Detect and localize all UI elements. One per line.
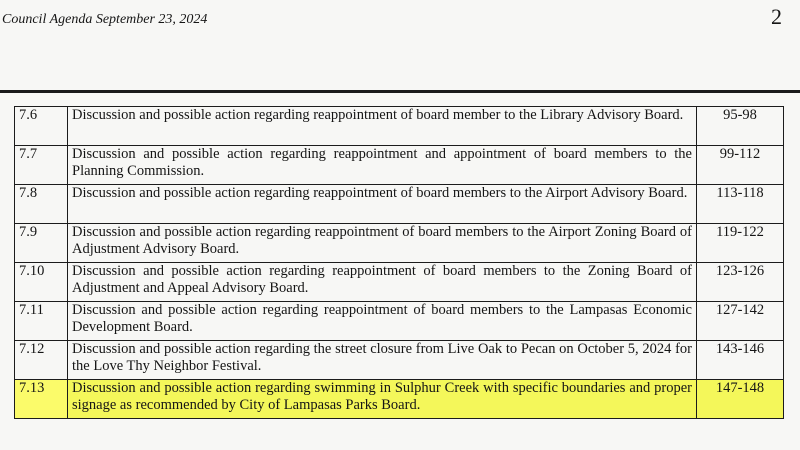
item-description: Discussion and possible action regarding reappointment and appointment of board members to the Planning Commission. <box>68 146 697 185</box>
item-pages: 143-146 <box>697 341 784 380</box>
table-row <box>15 107 784 146</box>
item-number: 7.11 <box>15 302 68 341</box>
item-number: 7.9 <box>15 224 68 263</box>
item-pages: 127-142 <box>697 302 784 341</box>
page-header <box>0 4 800 38</box>
item-number: 7.7 <box>15 146 68 185</box>
item-pages: 99-112 <box>697 146 784 185</box>
highlighted-table-row <box>15 380 784 419</box>
item-pages: 123-126 <box>697 263 784 302</box>
table-row <box>15 341 784 380</box>
item-description: Discussion and possible action regarding reappointment of board member to the Library Advisory Board. <box>68 107 697 146</box>
item-number: 7.8 <box>15 185 68 224</box>
item-number: 7.13 <box>15 380 68 419</box>
item-description: Discussion and possible action regarding swimming in Sulphur Creek with specific boundaries and proper signage as recommended by City of Lampasas Parks Board. <box>68 380 697 419</box>
item-description: Discussion and possible action regarding reappointment of board members to the Airport Advisory Board. <box>68 185 697 224</box>
document-title: Council Agenda September 23, 2024 <box>2 12 208 27</box>
item-description: Discussion and possible action regarding reappointment of board members to the Airport Zoning Board of Adjustment Advisory Board. <box>68 224 697 263</box>
item-pages: 113-118 <box>697 185 784 224</box>
item-description: Discussion and possible action regarding reappointment of board members to the Lampasas Economic Development Board. <box>68 302 697 341</box>
item-description: Discussion and possible action regarding reappointment of board members to the Zoning Board of Adjustment and Appeal Advisory Board. <box>68 263 697 302</box>
item-number: 7.6 <box>15 107 68 146</box>
item-number: 7.10 <box>15 263 68 302</box>
table-row <box>15 224 784 263</box>
item-pages: 95-98 <box>697 107 784 146</box>
item-number: 7.12 <box>15 341 68 380</box>
table-row <box>15 185 784 224</box>
table-row <box>15 263 784 302</box>
table-row <box>15 146 784 185</box>
table-row <box>15 302 784 341</box>
agenda-table <box>14 106 784 419</box>
item-description: Discussion and possible action regarding the street closure from Live Oak to Pecan on October 5, 2024 for the Love Thy Neighbor Festival. <box>68 341 697 380</box>
page-number: 2 <box>771 4 782 29</box>
divider-rule <box>0 90 800 93</box>
item-pages: 119-122 <box>697 224 784 263</box>
item-pages: 147-148 <box>697 380 784 419</box>
